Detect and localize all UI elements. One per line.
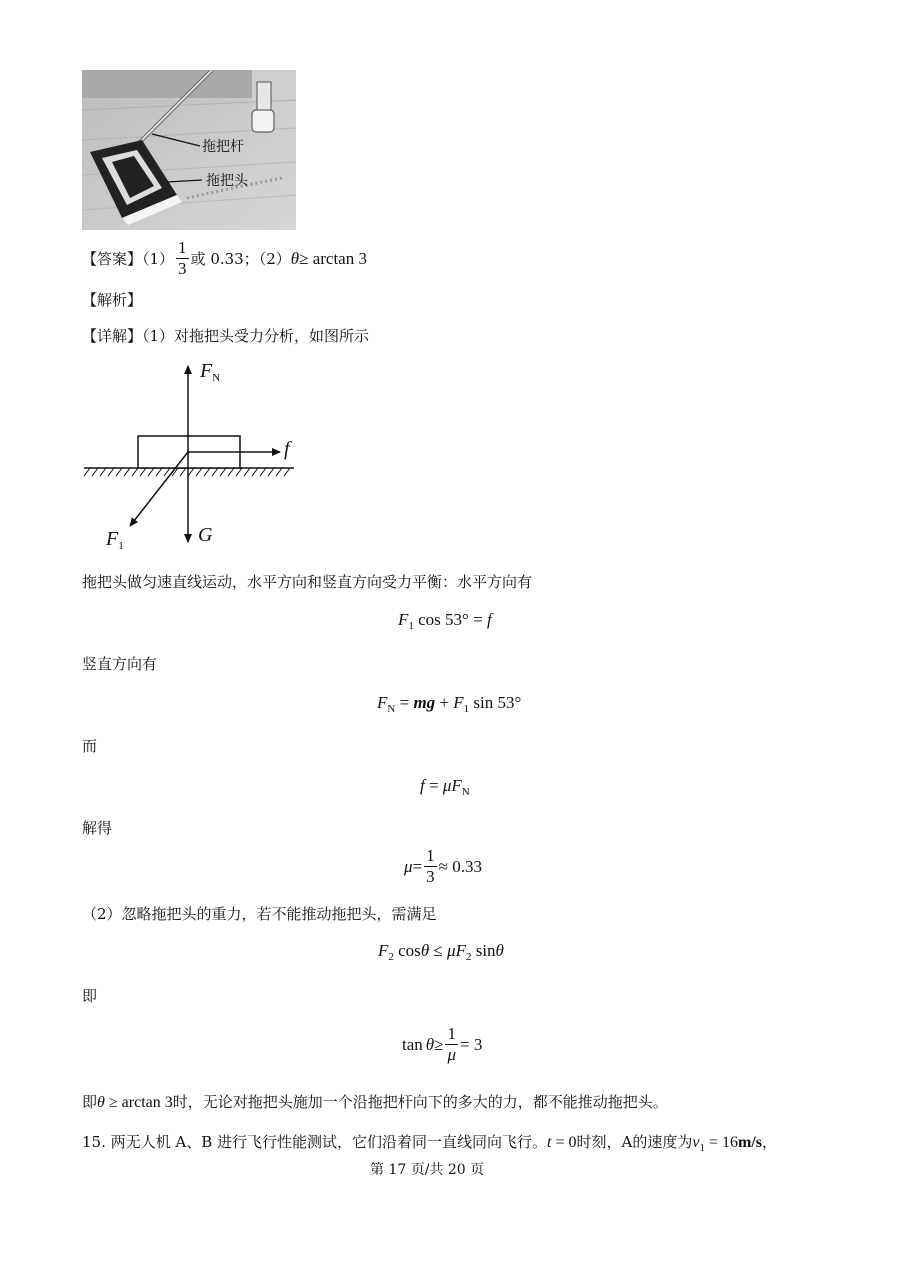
fn-label [200, 360, 220, 383]
eq5-theta: θ [420, 941, 430, 960]
q15-text2: 时刻，A的速度为 [576, 1133, 693, 1151]
eq5-mu: μ [447, 941, 456, 960]
q15-v-rest: = 16 [704, 1134, 738, 1151]
eq6-theta: θ [425, 1034, 435, 1054]
page-footer: 第 17 页/共 20 页 [370, 1162, 485, 1178]
mop-photo [82, 70, 296, 230]
eq3-F: F [451, 776, 462, 795]
eq4-rest: ≈ 0.33 [438, 856, 482, 876]
equation-4 [404, 846, 482, 887]
rod-label: 拖把杆 [202, 138, 244, 154]
eq6-ge: ≥ [434, 1034, 444, 1054]
eq5-sin: sin [471, 941, 496, 960]
answer-fraction [176, 238, 189, 279]
equation-1 [398, 610, 492, 630]
eq3-sub: N [461, 786, 470, 798]
equation-2 [377, 693, 521, 713]
q15-t-rest: = 0 [551, 1134, 577, 1151]
head-label: 拖把头 [206, 172, 248, 188]
eq5-sub: 2 [388, 951, 394, 963]
eq4-num: 1 [426, 846, 435, 865]
eq5-F2: F [455, 941, 466, 960]
eq1-F: F [398, 610, 409, 629]
q15-comma: ， [762, 1133, 778, 1151]
answer-frac-den: 3 [178, 259, 187, 278]
eq2-F1: F [453, 693, 464, 712]
eq2-eq: = [395, 693, 414, 712]
eq4-den: 3 [426, 867, 435, 886]
eq2-mg: mg [413, 693, 436, 712]
fn-main: F [200, 360, 213, 382]
f1-main: F [106, 528, 119, 550]
eq3-mu: μ [442, 776, 452, 795]
f1-sub: 1 [118, 540, 124, 552]
q15-text1: 15. 两无人机 A、B 进行飞行性能测试，它们沿着同一直线同向飞行。 [82, 1133, 548, 1151]
eq6-tan: tan [402, 1034, 423, 1054]
force-diagram [80, 360, 320, 555]
answer-tail: ≥ arctan 3 [299, 248, 367, 268]
text-motion: 拖把头做匀速直线运动，水平方向和竖直方向受力平衡：水平方向有 [82, 573, 533, 591]
eq2-rest: sin 53° [473, 693, 522, 712]
conclusion-rest: 时，无论对拖把头施加一个沿拖把杆向下的多大的力，都不能推动拖把头。 [172, 1093, 668, 1111]
eq4-mu: μ [404, 856, 413, 876]
text-ji: 即 [82, 987, 98, 1005]
answer-theta: θ [290, 248, 300, 268]
eq4-fraction [424, 846, 437, 887]
answer-frac-num: 1 [178, 238, 187, 257]
text-and: 而 [82, 737, 98, 755]
eq6-fraction [445, 1024, 458, 1065]
eq5-F: F [378, 941, 389, 960]
detail-heading: 【详解】（1）对拖把头受力分析，如图所示 [82, 327, 370, 345]
question-15 [82, 1132, 777, 1154]
f-label: f [284, 438, 290, 460]
fn-sub: N [212, 372, 221, 384]
eq5-le: ≤ [429, 941, 448, 960]
eq6-rest: = 3 [459, 1034, 483, 1054]
text-part2: （2）忽略拖把头的重力，若不能推动拖把头，需满足 [82, 905, 437, 923]
eq2-sub1: 1 [463, 703, 470, 715]
equation-5 [378, 941, 504, 961]
q15-v-sub: 1 [699, 1142, 705, 1154]
answer-line [82, 238, 367, 279]
eq2-sub: N [387, 703, 396, 715]
eq2-F: F [377, 693, 388, 712]
conclusion [82, 1092, 668, 1113]
eq6-den: μ [447, 1045, 456, 1064]
text-solve: 解得 [82, 819, 113, 837]
q15-unit: m/s [738, 1134, 762, 1151]
answer-mid: 或 0.33；（2） [190, 249, 291, 268]
eq5-theta2: θ [495, 941, 504, 960]
q15-v: v [692, 1134, 700, 1151]
mop-photo-image [82, 70, 296, 230]
eq5-cos: cos [393, 941, 421, 960]
eq4-eq: = [412, 856, 423, 876]
equation-6 [402, 1024, 482, 1065]
eq5-sub2: 2 [465, 951, 472, 963]
eq2-plus: + [435, 693, 454, 712]
f1-label [106, 528, 124, 551]
eq3-eq: = [424, 776, 443, 795]
g-label: G [198, 524, 213, 546]
text-vertical: 竖直方向有 [82, 655, 158, 673]
eq1-sub: 1 [408, 620, 414, 632]
eq1-f: f [486, 610, 492, 629]
conclusion-prefix: 即 [82, 1093, 98, 1111]
eq6-num: 1 [447, 1024, 456, 1043]
eq1-rest: cos 53° = [418, 610, 487, 629]
eq3-f: f [420, 776, 425, 795]
conclusion-theta: θ [97, 1094, 105, 1111]
analysis-label: 【解析】 [82, 291, 143, 309]
conclusion-math: ≥ arctan 3 [104, 1094, 173, 1111]
answer-prefix: 【答案】（1） [82, 249, 175, 268]
equation-3 [420, 776, 470, 796]
q15-t: t [547, 1134, 552, 1151]
